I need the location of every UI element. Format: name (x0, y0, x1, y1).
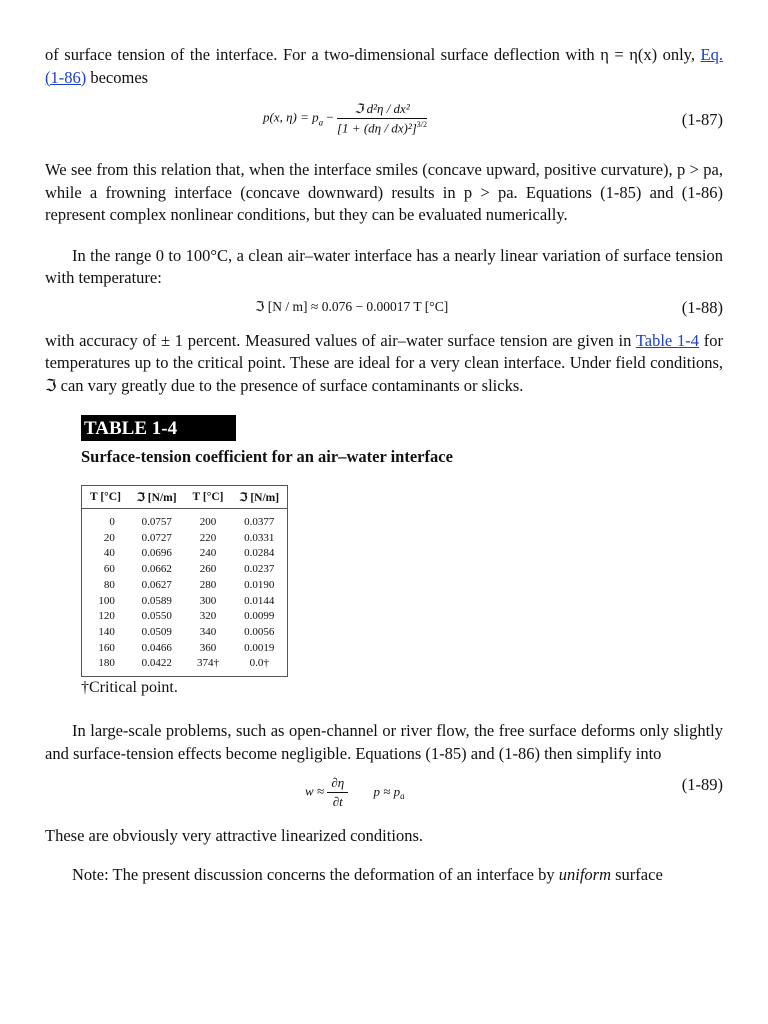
table-cell: 0.0509 (141, 625, 172, 638)
table-footnote: †Critical point. (81, 679, 178, 697)
table-cell: 100 (98, 594, 115, 607)
equation-1-87-body (263, 101, 427, 136)
table-cell: 0.0144 (244, 594, 275, 607)
eq89-denominator: ∂t (332, 794, 343, 810)
table-cell: 280 (199, 578, 217, 591)
paragraph-1-text-end: becomes (86, 67, 149, 87)
header-tension-1: ℑ [N/m] (129, 486, 185, 509)
eq89-p: p ≈ p (373, 783, 401, 799)
table-cell: 0.0331 (244, 531, 275, 544)
table-header-row (82, 486, 288, 509)
eq87-minus: − (323, 109, 337, 125)
equation-1-87 (45, 89, 723, 159)
table-cell: 0.0466 (141, 641, 172, 654)
table-caption: Surface-tension coefficient for an air–water interface (81, 447, 453, 466)
eq89-numerator: ∂η (327, 775, 348, 793)
table-cell: 240 (199, 547, 217, 560)
equation-number-1-87: (1-87) (681, 110, 723, 129)
table-cell: 0.0696 (141, 547, 172, 560)
document-page (45, 44, 723, 886)
eq87-lhs-sub: a (318, 117, 324, 128)
eq89-p-sub: a (400, 791, 405, 802)
table-cell: 220 (199, 531, 217, 544)
table-cell: 0.0056 (244, 625, 275, 638)
paragraph-7 (45, 864, 723, 887)
table-cell: 0.0099 (244, 610, 275, 623)
equation-number-1-88: (1-88) (681, 297, 723, 317)
equation-1-88-body: ℑ [N / m] ≈ 0.076 − 0.00017 T [°C] (255, 298, 449, 314)
paragraph-3: In the range 0 to 100°C, a clean air–water interface has a nearly linear variation of surface tension with temperature: (45, 245, 723, 287)
table-cell: 0.0662 (141, 563, 172, 576)
table-cell: 60 (103, 563, 115, 576)
eq87-lhs: p(x, η) = p (263, 109, 319, 125)
table-cell: 0.0284 (244, 547, 275, 560)
table-row (82, 546, 288, 562)
eq87-den-exp: 3/2 (416, 120, 428, 129)
paragraph-4-text: with accuracy of ± 1 percent. Measured values of air–water surface tension are given in (45, 330, 636, 350)
table-row (82, 578, 288, 594)
table-cell: 360 (199, 641, 217, 654)
table-cell: 0.0550 (141, 610, 172, 623)
eq-1-86-link[interactable]: Eq. (1-86) (45, 45, 723, 87)
equation-1-88 (45, 290, 723, 330)
table-cell: 0.0589 (141, 594, 172, 607)
paragraph-1-text: of surface tension of the interface. For a two-dimensional surface deflection with η = η(x) only, (45, 45, 701, 64)
table-cell: 80 (103, 578, 115, 591)
table-cell: 20 (103, 531, 115, 544)
paragraph-4-text-end: for temperatures up to the critical point. These are ideal for a very clean interface. Under field conditions, ℑ can vary greatly due to the presence of surface contaminants or slicks. (45, 330, 723, 395)
table-cell: 0.0377 (244, 516, 275, 528)
table-cell: 0.0† (249, 657, 269, 670)
header-tension-2: ℑ [N/m] (231, 486, 287, 509)
header-temp-2: T [°C] (185, 486, 232, 509)
table-cell: 200 (199, 516, 217, 528)
table-label: TABLE 1-4 (81, 415, 236, 441)
surface-tension-table (81, 485, 288, 677)
table-cell: 0.0727 (141, 531, 172, 544)
table-row (82, 609, 288, 625)
header-temp-1: T [°C] (82, 486, 129, 509)
eq87-denominator (337, 119, 427, 136)
table-row (82, 641, 288, 657)
table-row (82, 594, 288, 610)
equation-number-1-89: (1-89) (681, 775, 723, 795)
table-cell: 340 (199, 625, 217, 638)
eq89-fraction (327, 775, 348, 810)
equation-1-89-body (305, 775, 405, 810)
paragraph-2: We see from this relation that, when the interface smiles (concave upward, positive curvature), p > pa, while a frowning interface (concave downward) results in p > pa. Equations (1-85) and (1-86) represent complex nonlinear conditions, but they can be evaluated numerically. (45, 160, 723, 224)
table-cell: 300 (199, 594, 217, 607)
table-cell: 0.0422 (141, 657, 172, 670)
table-cell: 320 (199, 610, 217, 623)
table-body (82, 509, 288, 677)
table-cell: 0 (109, 516, 115, 528)
equation-1-89 (45, 765, 723, 825)
table-cell: 374† (197, 657, 219, 670)
paragraph-4 (45, 330, 723, 398)
table-1-4-link[interactable]: Table 1-4 (635, 330, 699, 350)
table-cell: 0.0237 (244, 563, 275, 576)
table-row (82, 509, 288, 531)
table-cell: 140 (98, 625, 115, 638)
eq87-fraction (337, 101, 427, 136)
paragraph-7-text: Note: The present discussion concerns the deformation of an interface by (72, 864, 559, 884)
table-block (81, 415, 723, 697)
table-cell: 0.0190 (244, 578, 275, 591)
paragraph-6: These are obviously very attractive linearized conditions. (45, 826, 423, 846)
table-cell: 0.0757 (141, 516, 172, 528)
table-cell: 260 (199, 563, 217, 576)
paragraph-1 (45, 44, 723, 89)
table-row (82, 656, 288, 676)
table-cell: 0.0627 (141, 578, 172, 591)
table-row (82, 531, 288, 547)
eq89-w: w ≈ (305, 783, 328, 799)
table-cell: 160 (98, 641, 115, 654)
eq87-numerator: ℑ d²η / dx² (337, 101, 427, 119)
table-cell: 40 (103, 547, 115, 560)
paragraph-7-text-end: surface (611, 864, 663, 884)
table-row (82, 562, 288, 578)
table-cell: 0.0019 (244, 641, 275, 654)
eq87-den-base: [1 + (dη / dx)²] (337, 120, 417, 136)
table-row (82, 625, 288, 641)
paragraph-5: In large-scale problems, such as open-channel or river flow, the free surface deforms only slightly and surface-tension effects become negligible. Equations (1-85) and (1-86) then simplify into (45, 721, 723, 763)
paragraph-7-emphasis: uniform (558, 864, 612, 884)
table-cell: 180 (98, 657, 115, 670)
table-cell: 120 (98, 610, 115, 623)
